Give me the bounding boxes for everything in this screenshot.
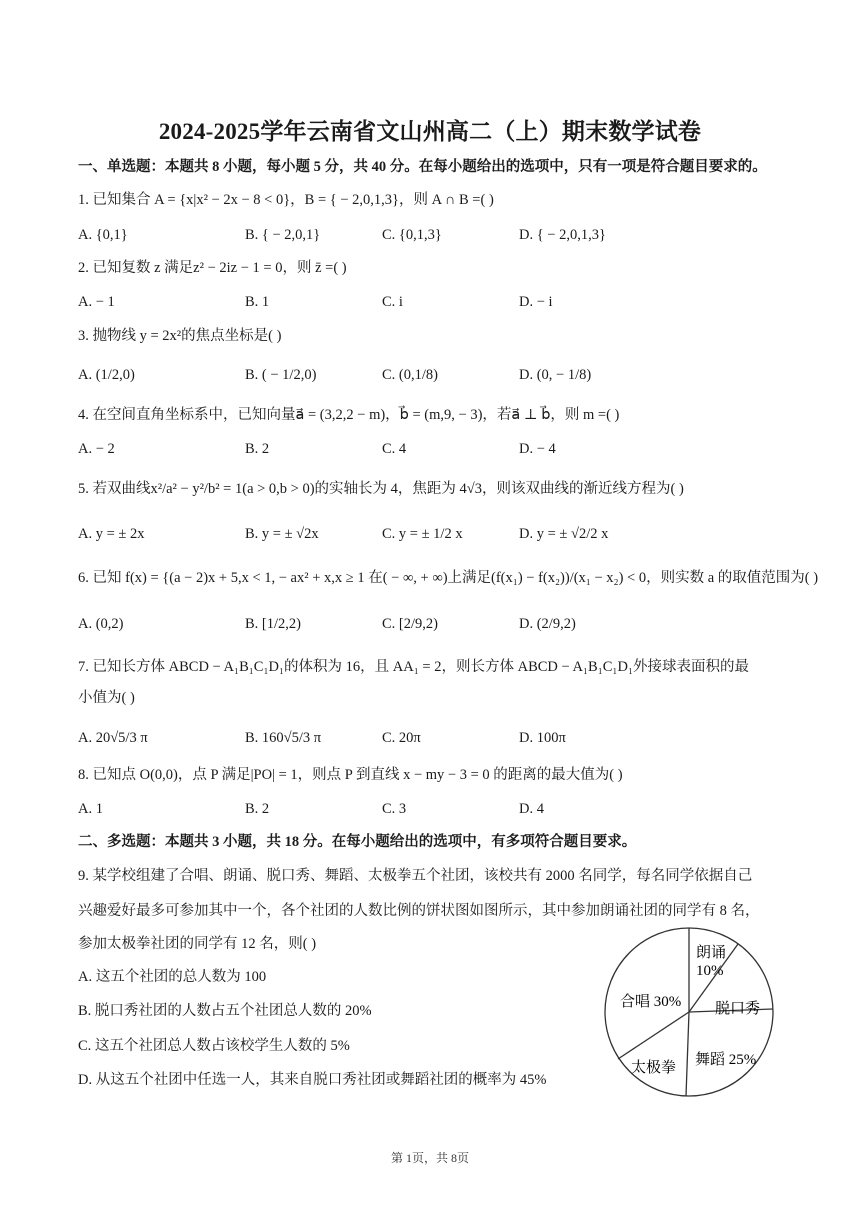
option-a[interactable]: A. − 1 (78, 294, 115, 310)
option-b[interactable]: B. y = ± √2x (245, 526, 319, 542)
option-d[interactable]: D. − 4 (519, 441, 556, 457)
option-d[interactable]: D. { − 2,0,1,3} (519, 227, 606, 243)
option-a[interactable]: A. {0,1} (78, 227, 128, 243)
option-a[interactable]: A. 1 (78, 801, 103, 817)
option-d[interactable]: D. y = ± √2/2 x (519, 526, 609, 542)
question-9-stem-line-2: 兴趣爱好最多可参加其中一个，各个社团的人数比例的饼状图如图所示，其中参加朗诵社团的同学有 8 名， (78, 903, 760, 919)
pie-label-hechang: 合唱 30% (620, 994, 682, 1010)
pie-label-tuokouxiu: 脱口秀 (715, 1001, 761, 1017)
question-3-stem: 3. 抛物线 y = 2x²的焦点坐标是( ) (78, 328, 282, 344)
option-c[interactable]: C. i (382, 294, 403, 310)
question-9-option-a[interactable]: A. 这五个社团的总人数为 100 (78, 969, 267, 985)
option-b[interactable]: B. 2 (245, 441, 270, 457)
option-d[interactable]: D. − i (519, 294, 553, 310)
option-d[interactable]: D. (0, − 1/8) (519, 367, 592, 383)
question-9-stem-line-3: 参加太极拳社团的同学有 12 名，则( ) (78, 936, 317, 952)
option-c[interactable]: C. y = ± 1/2 x (382, 526, 463, 542)
question-9-option-b[interactable]: B. 脱口秀社团的人数占五个社团总人数的 20% (78, 1003, 372, 1019)
section-heading-single-choice: 一、单选题：本题共 8 小题，每小题 5 分，共 40 分。在每小题给出的选项中，只有一项是符合题目要求的。 (78, 159, 767, 175)
option-d[interactable]: D. (2/9,2) (519, 616, 576, 632)
question-1-stem: 1. 已知集合 A = {x|x² − 2x − 8 < 0}，B = { − 2,0,1,3}，则 A ∩ B =( ) (78, 192, 494, 208)
option-d[interactable]: D. 100π (519, 730, 566, 746)
option-c[interactable]: C. [2/9,2) (382, 616, 438, 632)
question-4-stem: 4. 在空间直角坐标系中，已知向量a⃗ = (3,2,2 − m)，b⃗ = (m,9, − 3)，若a⃗ ⊥ b⃗，则 m =( ) (78, 407, 620, 423)
option-c[interactable]: C. (0,1/8) (382, 367, 438, 383)
option-a[interactable]: A. 20√5/3 π (78, 730, 148, 746)
question-2-stem: 2. 已知复数 z 满足z² − 2iz − 1 = 0，则 z̄ =( ) (78, 260, 347, 276)
pie-label-langsong: 朗诵 (696, 945, 727, 961)
question-9-option-d[interactable]: D. 从这五个社团中任选一人，其来自脱口秀社团或舞蹈社团的概率为 45% (78, 1072, 547, 1088)
option-c[interactable]: C. 20π (382, 730, 421, 746)
question-7-stem-continued: 小值为( ) (78, 690, 135, 706)
option-a[interactable]: A. y = ± 2x (78, 526, 145, 542)
option-c[interactable]: C. 4 (382, 441, 407, 457)
pie-label-langsong-pct: 10% (696, 963, 724, 979)
option-a[interactable]: A. (1/2,0) (78, 367, 135, 383)
question-6-stem: 6. 已知 f(x) = {(a − 2)x + 5,x < 1, − ax² + x,x ≥ 1 在( − ∞, + ∞)上满足(f(x₁) − f(x₂))/(x₁ − x₂) < 0，则实数 a 的取值范围为( ) (78, 570, 819, 586)
question-9-stem-line-1: 9. 某学校组建了合唱、朗诵、脱口秀、舞蹈、太极拳五个社团，该校共有 2000 名同学，每名同学依据自己 (78, 868, 753, 884)
option-c[interactable]: C. 3 (382, 801, 407, 817)
page-footer: 第 1页，共 8页 (390, 1151, 469, 1165)
option-b[interactable]: B. 1 (245, 294, 270, 310)
club-pie-chart (603, 925, 778, 1100)
option-b[interactable]: B. ( − 1/2,0) (245, 367, 317, 383)
option-b[interactable]: B. { − 2,0,1} (245, 227, 321, 243)
option-d[interactable]: D. 4 (519, 801, 544, 817)
pie-label-wudao: 舞蹈 25% (695, 1052, 757, 1068)
question-5-stem: 5. 若双曲线x²/a² − y²/b² = 1(a > 0,b > 0)的实轴长为 4，焦距为 4√3，则该双曲线的渐近线方程为( ) (78, 481, 684, 497)
section-heading-multiple-choice: 二、多选题：本题共 3 小题，共 18 分。在每小题给出的选项中，有多项符合题目要求。 (78, 834, 637, 850)
option-c[interactable]: C. {0,1,3} (382, 227, 442, 243)
question-9-option-c[interactable]: C. 这五个社团总人数占该校学生人数的 5% (78, 1038, 350, 1054)
option-b[interactable]: B. 160√5/3 π (245, 730, 322, 746)
option-a[interactable]: A. (0,2) (78, 616, 124, 632)
option-b[interactable]: B. [1/2,2) (245, 616, 301, 632)
question-8-stem: 8. 已知点 O(0,0)，点 P 满足|PO| = 1，则点 P 到直线 x − my − 3 = 0 的距离的最大值为( ) (78, 767, 623, 783)
option-b[interactable]: B. 2 (245, 801, 270, 817)
option-a[interactable]: A. − 2 (78, 441, 115, 457)
page-title: 2024-2025学年云南省文山州高二（上）期末数学试卷 (158, 119, 702, 144)
pie-label-taijiquan: 太极拳 (631, 1060, 677, 1076)
question-7-stem: 7. 已知长方体 ABCD − A₁B₁C₁D₁的体积为 16，且 AA₁ = 2，则长方体 ABCD − A₁B₁C₁D₁外接球表面积的最 (78, 659, 750, 675)
